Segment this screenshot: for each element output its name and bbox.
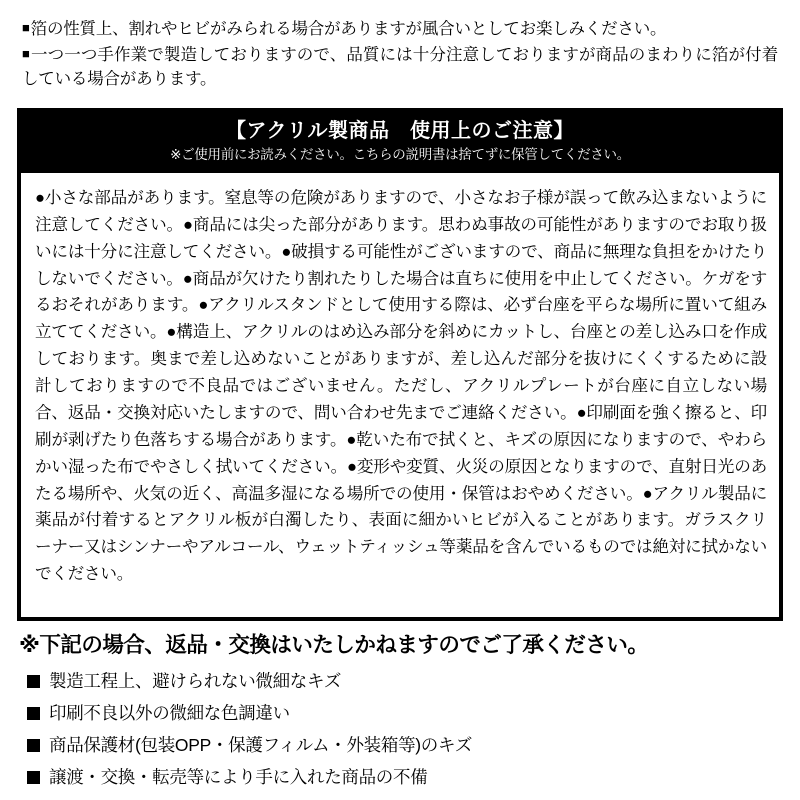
- acrylic-notice-title: 【アクリル製商品 使用上のご注意】: [226, 120, 574, 142]
- top-notes-section: [0, 0, 800, 100]
- acrylic-notice-body-text: ●小さな部品があります。窒息等の危険がありますので、小さなお子様が誤って飲み込まないように注意してください。●商品には尖った部分があります。思わぬ事故の可能性がありますのでお取り扱いには十分に注意してください。●破損する可能性がございますので、商品に無理な負担をかけたりしないでください。●商品が欠けたり割れたりした場合は直ちに使用を中止してください。ケガをするおそれがあります。●アクリルスタンドとして使用する際は、必ず台座を平らな場所に置いて組み立ててください。●構造上、アクリルのはめ込み部分を斜めにカットし、台座との差し込み口を作成しております。奥まで差し込めないことがありますが、差し込んだ部分を抜けにくくするために設計しておりますので不良品ではございません。ただし、アクリルプレートが台座に自立しない場合、返品・交換対応いたしますので、問い合わせ先までご連絡ください。●印刷面を強く擦ると、印刷が剥げたり色落ちする場合があります。●乾いた布で拭くと、キズの原因になりますので、やわらかい湿った布でやさしく拭いてください。●変形や変質、火災の原因となりますので、直射日光のあたる場所や、火気の近く、高温多湿になる場所での使用・保管はおやめください。●アクリル製品に薬品が付着するとアクリル板が白濁したり、表面に細かいヒビが入ることがあります。ガラスクリーナー又はシンナーやアルコール、ウェットティッシュ等薬品を含んでいるものでは絶対に拭かないでください。: [35, 187, 767, 584]
- top-note-2: [22, 44, 778, 92]
- square-bullet-icon: [27, 739, 40, 752]
- square-bullet-icon: ■: [22, 20, 30, 35]
- square-bullet-icon: [27, 707, 40, 720]
- list-item: [17, 764, 783, 791]
- acrylic-notice-header: [21, 112, 779, 173]
- list-item: [17, 700, 783, 727]
- return-policy-heading: ※下記の場合、返品・交換はいたしかねますのでご了承ください。: [19, 633, 649, 657]
- list-item-label: 製造工程上、避けられない微細なキズ: [49, 670, 342, 691]
- list-item-label: 印刷不良以外の微細な色調違い: [49, 703, 290, 724]
- list-item: [17, 668, 783, 695]
- list-item-label: 譲渡・交換・転売等により手に入れた商品の不備: [49, 767, 428, 788]
- square-bullet-icon: [27, 771, 40, 784]
- top-note-1-text: 箔の性質上、割れやヒビがみられる場合がありますが風合いとしてお楽しみください。: [30, 20, 667, 38]
- square-bullet-icon: [27, 675, 40, 688]
- return-policy-section: [17, 632, 783, 796]
- acrylic-notice-body: [21, 173, 779, 596]
- top-note-1: [22, 18, 778, 42]
- list-item-label: 商品保護材(包装OPP・保護フィルム・外装箱等)のキズ: [49, 735, 473, 756]
- acrylic-notice-subtitle: ※ご使用前にお読みください。こちらの説明書は捨てずに保管してください。: [170, 147, 630, 162]
- list-item: [17, 732, 783, 759]
- acrylic-notice-box: [17, 108, 783, 621]
- square-bullet-icon: ■: [22, 45, 30, 61]
- top-note-2-text: 一つ一つ手作業で製造しておりますので、品質には十分注意しておりますが商品のまわりに箔が付着している場合があります。: [22, 45, 778, 88]
